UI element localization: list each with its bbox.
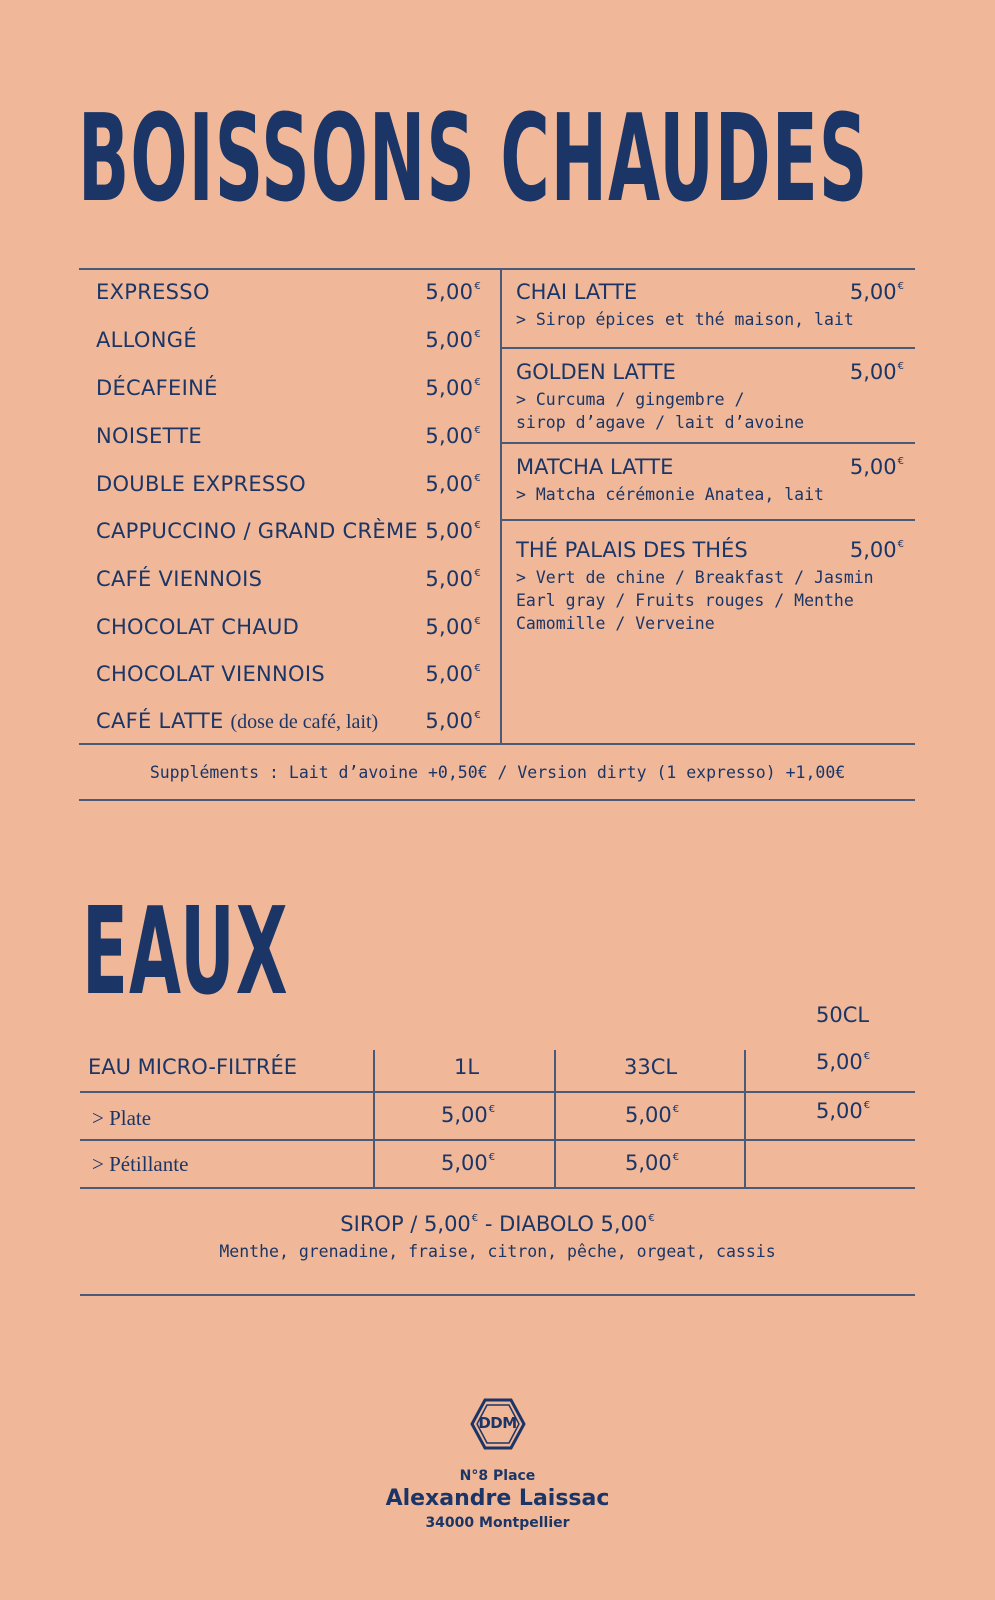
address-line-2: Alexandre Laissac — [385, 1486, 610, 1511]
item-description: sirop d’agave / lait d’avoine — [516, 413, 805, 432]
menu-item — [96, 519, 481, 549]
divider — [744, 1050, 746, 1188]
menu-item-chai-latte — [516, 280, 904, 331]
divider — [80, 1294, 915, 1296]
item-price: 5,00€ — [425, 567, 481, 591]
divider — [80, 1091, 915, 1093]
item-description: > Curcuma / gingembre / — [516, 390, 745, 409]
eaux-petillante-col2: 5,00€ — [625, 1151, 680, 1175]
menu-item — [96, 709, 481, 739]
item-name: THÉ PALAIS DES THÉS — [516, 538, 748, 562]
menu-item-golden-latte — [516, 360, 904, 434]
item-name: CAPPUCCINO / GRAND CRÈME — [96, 519, 418, 543]
eaux-petillante-col3: 5,00€ — [816, 1099, 871, 1123]
eaux-plate-col2: 5,00€ — [625, 1103, 680, 1127]
menu-item — [96, 567, 481, 597]
item-name: CHOCOLAT CHAUD — [96, 615, 300, 639]
item-name: MATCHA LATTE — [516, 455, 674, 479]
menu-item — [96, 376, 481, 406]
eaux-petillante-col1: 5,00€ — [441, 1151, 496, 1175]
eaux-col2-header: 33CL — [624, 1055, 678, 1079]
item-description: > Vert de chine / Breakfast / Jasmin — [516, 568, 874, 587]
item-price: 5,00€ — [425, 662, 481, 686]
item-name: CAFÉ LATTE (dose de café, lait) — [96, 709, 379, 733]
eaux-title: EAUX — [82, 883, 289, 1022]
item-name: ALLONGÉ — [96, 328, 197, 352]
eaux-row-label: > Pétillante — [92, 1152, 189, 1176]
item-price: 5,00€ — [425, 519, 481, 543]
divider — [79, 268, 915, 270]
item-price: 5,00€ — [425, 280, 481, 304]
menu-item — [96, 472, 481, 502]
divider — [500, 347, 915, 349]
sirop-flavours: Menthe, grenadine, fraise, citron, pêche, orgeat, cassis — [219, 1242, 776, 1261]
divider — [79, 743, 915, 745]
eaux-plate-col3: 5,00€ — [816, 1050, 871, 1074]
item-name: CHOCOLAT VIENNOIS — [96, 662, 325, 686]
item-price: 5,00€ — [425, 424, 481, 448]
eaux-col3-header: 50CL — [816, 1003, 870, 1027]
divider — [80, 1139, 915, 1141]
divider — [373, 1050, 375, 1188]
divider — [80, 1187, 915, 1189]
item-description: Camomille / Verveine — [516, 614, 715, 633]
boissons-title: BOISSONS CHAUDES — [78, 90, 869, 229]
menu-item — [96, 280, 481, 310]
item-price: 5,00€ — [425, 472, 481, 496]
menu-item-matcha-latte — [516, 455, 904, 506]
item-price: 5,00€ — [425, 709, 481, 733]
item-price: 5,00€ — [849, 280, 904, 304]
item-name: DÉCAFEINÉ — [96, 376, 218, 400]
item-description: Earl gray / Fruits rouges / Menthe — [516, 591, 854, 610]
item-name: EXPRESSO — [96, 280, 210, 304]
menu-item — [96, 424, 481, 454]
divider — [500, 268, 502, 744]
menu-item — [96, 662, 481, 692]
item-price: 5,00€ — [849, 455, 904, 479]
divider — [79, 799, 915, 801]
eaux-col1-header: 1L — [454, 1055, 480, 1079]
divider — [500, 519, 915, 521]
item-name: CHAI LATTE — [516, 280, 638, 304]
menu-item — [96, 328, 481, 358]
item-price: 5,00€ — [425, 376, 481, 400]
item-price: 5,00€ — [849, 538, 904, 562]
address-line-3: 34000 Montpellier — [425, 1515, 570, 1531]
divider — [500, 442, 915, 444]
item-price: 5,00€ — [425, 615, 481, 639]
sirop-line: SIROP / 5,00€ - DIABOLO 5,00€ — [340, 1212, 655, 1236]
divider — [554, 1050, 556, 1188]
supplements-note: Suppléments : Lait d’avoine +0,50€ / Version dirty (1 expresso) +1,00€ — [149, 763, 846, 782]
item-note: (dose de café, lait) — [230, 711, 379, 733]
menu-item — [96, 615, 481, 645]
item-price: 5,00€ — [425, 328, 481, 352]
item-description: > Matcha cérémonie Anatea, lait — [516, 485, 824, 504]
item-name: CAFÉ VIENNOIS — [96, 567, 263, 591]
address-line-1: N°8 Place — [459, 1468, 536, 1484]
item-name: GOLDEN LATTE — [516, 360, 676, 384]
item-name: DOUBLE EXPRESSO — [96, 472, 306, 496]
item-description: > Sirop épices et thé maison, lait — [516, 310, 854, 329]
logo-text: DDM — [478, 1414, 517, 1432]
eaux-row-label: > Plate — [92, 1106, 152, 1130]
menu-item-the-palais-des-thes — [516, 538, 904, 635]
item-name: NOISETTE — [96, 424, 202, 448]
eaux-plate-col1: 5,00€ — [441, 1103, 496, 1127]
item-price: 5,00€ — [849, 360, 904, 384]
eaux-header-label: EAU MICRO-FILTRÉE — [88, 1055, 297, 1079]
